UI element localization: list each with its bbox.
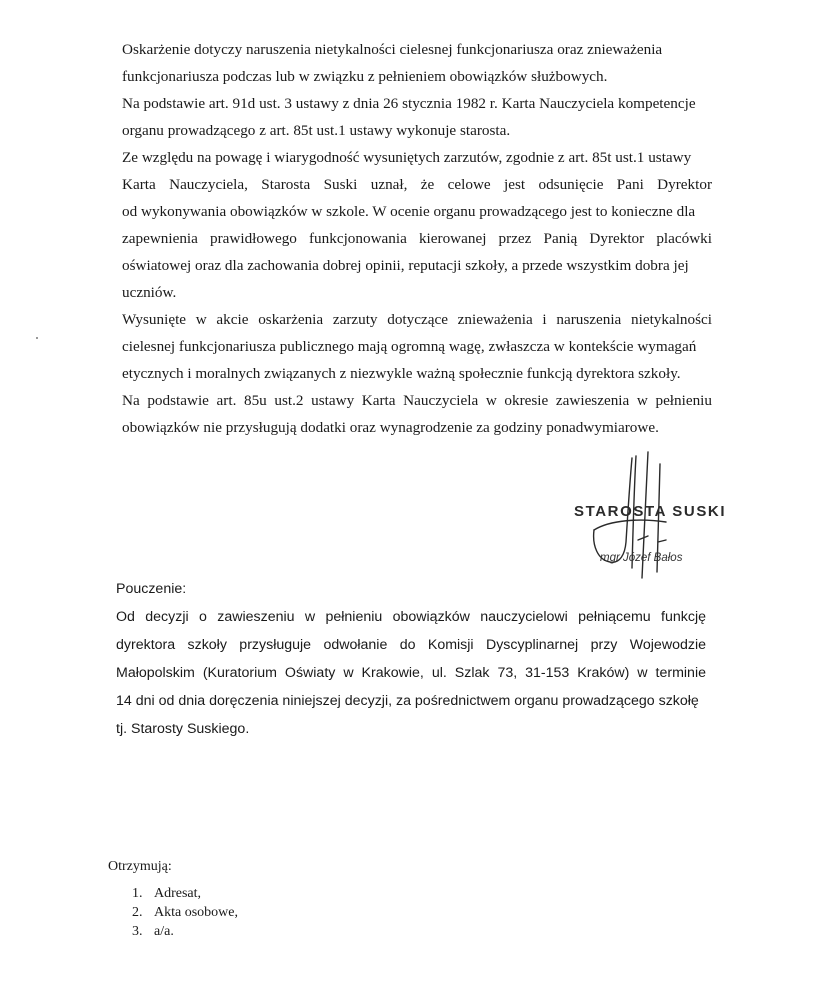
scan-speck: [36, 337, 38, 339]
recipients-list: [108, 857, 238, 941]
list-item: [108, 922, 238, 941]
list-number: 1.: [132, 886, 143, 901]
pouczenie-line: tj. Starosty Suskiego.: [116, 721, 250, 737]
list-number: 3.: [132, 924, 143, 939]
appeal-instruction: [116, 575, 706, 743]
body-line: etycznych i moralnych związanych z niezwykle ważną społecznie funkcją dyrektora szkoły.: [122, 365, 681, 382]
stamp-name: mgr Józef Bałos: [600, 552, 683, 564]
pouczenie-line: Małopolskim (Kuratorium Oświaty w Krakowie, ul. Szlak 73, 31-153 Kraków) w terminie: [116, 665, 706, 681]
pouczenie-line: dyrektora szkoły przysługuje odwołanie do Komisji Dyscyplinarnej przy Wojewodzie: [116, 637, 706, 653]
body-line: cielesnej funkcjonariusza publicznego mają ogromną wagę, zwłaszcza w kontekście wymagań: [122, 338, 697, 355]
list-text: Akta osobowe,: [154, 905, 238, 920]
body-line: od wykonywania obowiązków w szkole. W ocenie organu prowadzącego jest to konieczne dla: [122, 203, 696, 220]
list-text: Adresat,: [154, 886, 202, 901]
decision-body: [122, 36, 712, 441]
body-line: Na podstawie art. 91d ust. 3 ustawy z dnia 26 stycznia 1982 r. Karta Nauczyciela kompetencje: [122, 95, 696, 112]
body-line: obowiązków nie przysługują dodatki oraz wynagrodzenie za godziny ponadwymiarowe.: [122, 419, 659, 436]
body-line: Na podstawie art. 85u ust.2 ustawy Karta Nauczyciela w okresie zawieszenia w pełnieniu: [122, 392, 712, 409]
list-item: [108, 903, 238, 922]
list-item: [108, 884, 238, 903]
body-line: Ze względu na powagę i wiarygodność wysuniętych zarzutów, zgodnie z art. 85t ust.1 ustawy: [122, 149, 692, 166]
pouczenie-line: 14 dni od dnia doręczenia niniejszej decyzji, za pośrednictwem organu prowadzącego szkołę: [116, 693, 699, 709]
body-line: uczniów.: [122, 284, 177, 301]
stamp-title: STAROSTA SUSKI: [574, 503, 727, 520]
body-line: oświatowej oraz dla zachowania dobrej opinii, reputacji szkoły, a przede wszystkim dobra jej: [122, 257, 689, 274]
list-number: 2.: [132, 905, 143, 920]
body-line: organu prowadzącego z art. 85t ust.1 ustawy wykonuje starosta.: [122, 122, 511, 139]
pouczenie-heading: Pouczenie:: [116, 581, 187, 597]
pouczenie-line: Od decyzji o zawieszeniu w pełnieniu obowiązków nauczycielowi pełniącemu funkcję: [116, 609, 706, 625]
body-line: Wysunięte w akcie oskarżenia zarzuty dotyczące znieważenia i naruszenia nietykalności: [122, 311, 712, 328]
body-line: zapewnienia prawidłowego funkcjonowania kierowanej przez Panią Dyrektor placówki: [122, 230, 712, 247]
recipients-title: Otrzymują:: [108, 859, 172, 874]
body-line: funkcjonariusza podczas lub w związku z pełnieniem obowiązków służbowych.: [122, 68, 608, 85]
handwritten-signature: [570, 450, 730, 590]
list-text: a/a.: [154, 924, 174, 939]
body-line: Oskarżenie dotyczy naruszenia nietykalności cielesnej funkcjonariusza oraz znieważenia: [122, 41, 663, 58]
body-line: Karta Nauczyciela, Starosta Suski uznał, że celowe jest odsunięcie Pani Dyrektor: [122, 176, 712, 193]
